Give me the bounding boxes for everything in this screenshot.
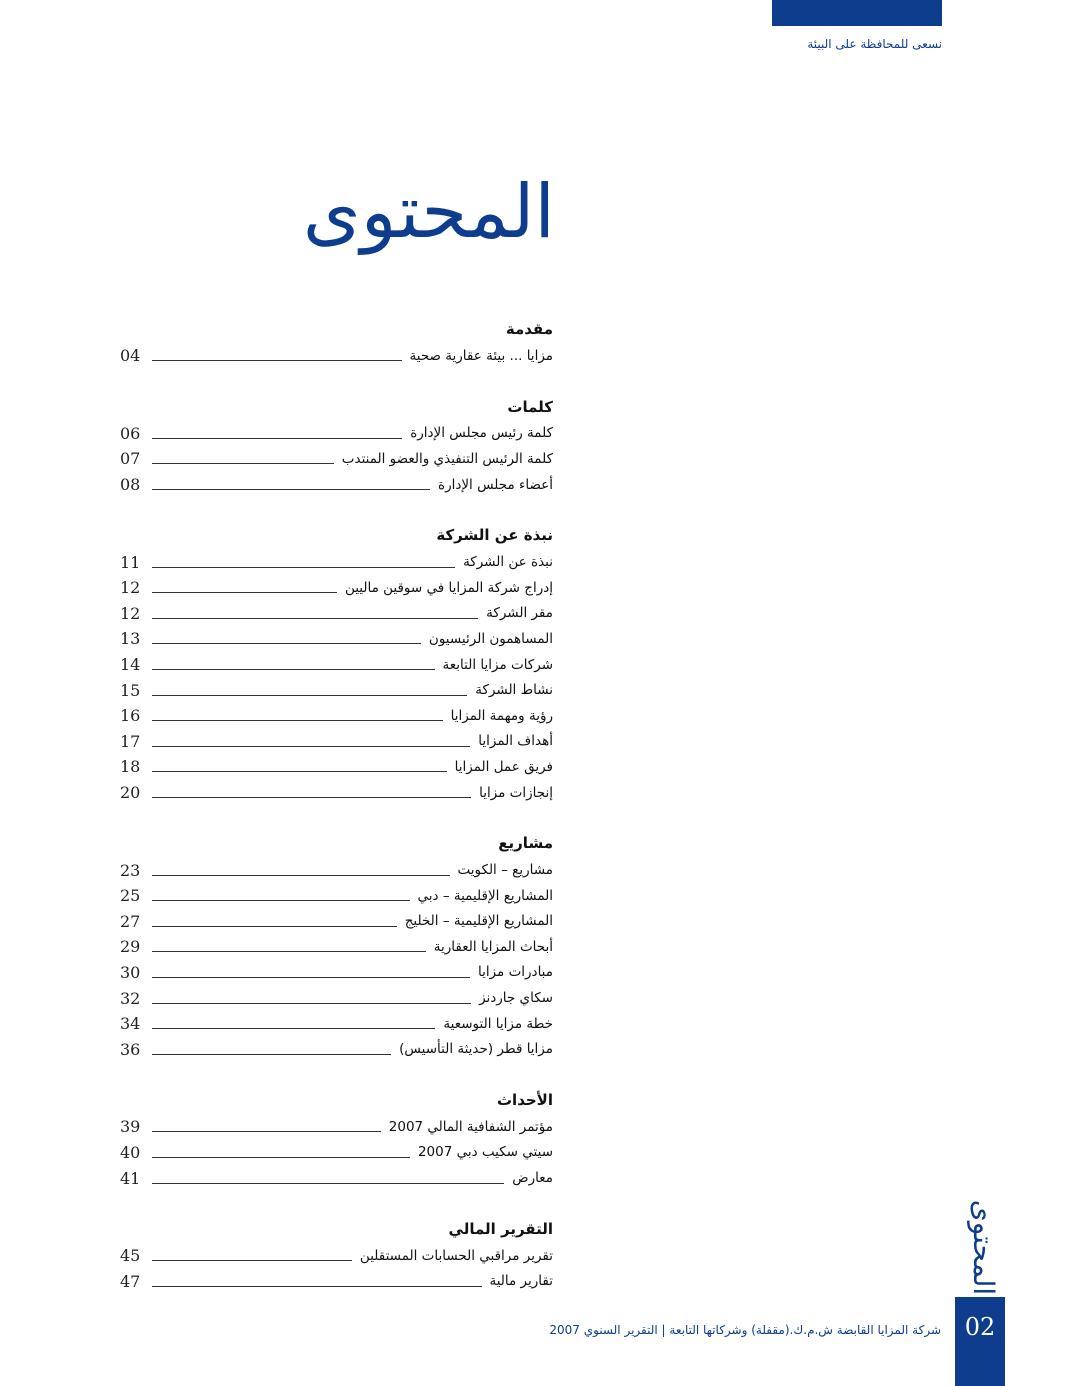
entry-label: كلمة رئيس مجلس الإدارة <box>410 425 553 442</box>
entry-label: مقر الشركة <box>486 605 553 622</box>
toc-section <box>120 1218 553 1294</box>
toc-entry[interactable] <box>120 677 553 703</box>
top-color-bar <box>772 0 942 26</box>
toc-entry[interactable] <box>120 1165 553 1191</box>
entry-label: رؤية ومهمة المزايا <box>450 707 553 724</box>
entry-label: كلمة الرئيس التنفيذي والعضو المنتدب <box>341 450 553 467</box>
entry-label: تقرير مراقبي الحسابات المستقلين <box>359 1247 553 1264</box>
leader-line <box>152 489 430 490</box>
entry-label: إنجازات مزايا <box>479 784 553 801</box>
leader-line <box>152 669 435 670</box>
entry-page-number: 39 <box>120 1117 141 1137</box>
toc-entry[interactable] <box>120 1114 553 1140</box>
leader-line <box>152 1131 381 1132</box>
entry-label: شركات مزايا التابعة <box>442 656 553 673</box>
leader-line <box>152 567 455 568</box>
entry-label: مشاريع – الكويت <box>457 862 553 879</box>
toc-section <box>120 318 553 369</box>
toc-entry[interactable] <box>120 626 553 652</box>
entry-page-number: 41 <box>120 1168 141 1188</box>
entry-label: سيتي سكيب دبي 2007 <box>417 1144 553 1161</box>
entry-page-number: 15 <box>120 680 141 700</box>
toc-entry[interactable] <box>120 575 553 601</box>
toc-entry[interactable] <box>120 960 553 986</box>
leader-line <box>152 875 450 876</box>
leader-line <box>152 1003 471 1004</box>
section-title: التقرير المالي <box>448 1219 553 1238</box>
entry-page-number: 45 <box>120 1246 141 1266</box>
entry-page-number: 16 <box>120 706 141 726</box>
toc-section <box>120 396 553 498</box>
entry-label: خطة مزايا التوسعية <box>443 1015 553 1032</box>
toc-entry[interactable] <box>120 754 553 780</box>
toc-entry[interactable] <box>120 883 553 909</box>
entry-label: مؤتمر الشفافية المالي 2007 <box>388 1118 553 1135</box>
entry-page-number: 17 <box>120 731 141 751</box>
toc-entry[interactable] <box>120 934 553 960</box>
entry-page-number: 25 <box>120 886 141 906</box>
entry-page-number: 36 <box>120 1039 141 1059</box>
entry-label: المساهمون الرئيسيون <box>428 630 553 647</box>
entry-page-number: 13 <box>120 629 141 649</box>
toc-entry[interactable] <box>120 1268 553 1294</box>
entry-page-number: 06 <box>120 423 141 443</box>
entry-page-number: 11 <box>120 552 141 572</box>
page-number-box <box>955 1297 1005 1386</box>
leader-line <box>152 1157 410 1158</box>
toc-entry[interactable] <box>120 729 553 755</box>
entry-page-number: 32 <box>120 988 141 1008</box>
section-title: مقدمة <box>505 320 553 338</box>
toc-section <box>120 832 553 1062</box>
leader-line <box>152 463 334 464</box>
leader-line <box>152 900 410 901</box>
entry-page-number: 04 <box>120 346 141 366</box>
leader-line <box>152 1286 482 1287</box>
toc-entry[interactable] <box>120 1011 553 1037</box>
footer-text: شركة المزايا القابضة ش.م.ك.(مقفلة) وشركاتها التابعة | التقرير السنوي 2007 <box>549 1323 941 1337</box>
entry-label: أهداف المزايا <box>478 733 553 750</box>
entry-label: إدراج شركة المزايا في سوقين ماليين <box>344 579 553 596</box>
leader-line <box>152 926 397 927</box>
toc-entry[interactable] <box>120 1140 553 1166</box>
entry-label: فريق عمل المزايا <box>454 758 553 775</box>
entry-label: تقارير مالية <box>489 1273 553 1290</box>
leader-line <box>152 746 470 747</box>
toc-entry[interactable] <box>120 857 553 883</box>
toc-entry[interactable] <box>120 1243 553 1269</box>
toc-entry[interactable] <box>120 780 553 806</box>
entry-label: مزايا ... بيئة عقارية صحية <box>409 347 553 364</box>
entry-page-number: 23 <box>120 860 141 880</box>
toc-entry[interactable] <box>120 343 553 369</box>
leader-line <box>152 771 447 772</box>
entry-label: نشاط الشركة <box>475 682 553 699</box>
entry-label: سكاي جاردنز <box>479 990 553 1007</box>
entry-page-number: 47 <box>120 1271 141 1291</box>
leader-line <box>152 977 470 978</box>
toc-entry[interactable] <box>120 1036 553 1062</box>
entry-page-number: 12 <box>120 578 141 598</box>
entry-page-number: 30 <box>120 962 141 982</box>
entry-page-number: 07 <box>120 449 141 469</box>
leader-line <box>152 643 421 644</box>
toc-entry[interactable] <box>120 985 553 1011</box>
leader-line <box>152 618 478 619</box>
toc-entry[interactable] <box>120 446 553 472</box>
entry-label: نبذة عن الشركة <box>463 554 553 571</box>
leader-line <box>152 1054 391 1055</box>
toc-entry[interactable] <box>120 421 553 447</box>
leader-line <box>152 438 402 439</box>
side-title-text: المحتوى <box>967 1199 1001 1296</box>
leader-line <box>152 797 471 798</box>
entry-label: المشاريع الإقليمية – الخليج <box>404 913 553 930</box>
toc-entry[interactable] <box>120 652 553 678</box>
side-title <box>958 1199 1001 1296</box>
toc-section <box>120 524 553 805</box>
table-of-contents <box>120 318 553 1321</box>
toc-entry[interactable] <box>120 472 553 498</box>
entry-page-number: 20 <box>120 783 141 803</box>
section-title: مشاريع <box>498 834 553 853</box>
entry-page-number: 18 <box>120 757 141 777</box>
entry-label: مبادرات مزايا <box>477 964 553 981</box>
leader-line <box>152 1183 504 1184</box>
entry-page-number: 29 <box>120 937 141 957</box>
section-title: كلمات <box>507 397 553 416</box>
leader-line <box>152 951 426 952</box>
entry-label: معارض <box>512 1170 553 1187</box>
entry-page-number: 34 <box>120 1014 141 1034</box>
entry-page-number: 27 <box>120 911 141 931</box>
section-title: نبذة عن الشركة <box>436 526 553 545</box>
entry-page-number: 08 <box>120 475 141 495</box>
entry-page-number: 12 <box>120 603 141 623</box>
entry-label: أبحاث المزايا العقارية <box>433 938 553 955</box>
leader-line <box>152 720 443 721</box>
entry-page-number: 14 <box>120 655 141 675</box>
section-title: الأحداث <box>496 1091 553 1110</box>
toc-entry[interactable] <box>120 703 553 729</box>
leader-line <box>152 1260 352 1261</box>
toc-entry[interactable] <box>120 601 553 627</box>
toc-entry[interactable] <box>120 909 553 935</box>
page-title: المحتوى <box>302 169 555 255</box>
toc-section <box>120 1089 553 1191</box>
entry-label: المشاريع الإقليمية – دبي <box>417 887 553 904</box>
entry-page-number: 40 <box>120 1142 141 1162</box>
entry-label: مزايا قطر (حديثة التأسيس) <box>399 1041 553 1058</box>
header-tagline: نسعى للمحافظة على البيئة <box>807 37 942 51</box>
entry-label: أعضاء مجلس الإدارة <box>438 476 553 493</box>
leader-line <box>152 592 337 593</box>
leader-line <box>152 695 467 696</box>
page-number: 02 <box>964 1313 996 1341</box>
leader-line <box>152 1028 435 1029</box>
leader-line <box>152 360 402 361</box>
toc-entry[interactable] <box>120 549 553 575</box>
